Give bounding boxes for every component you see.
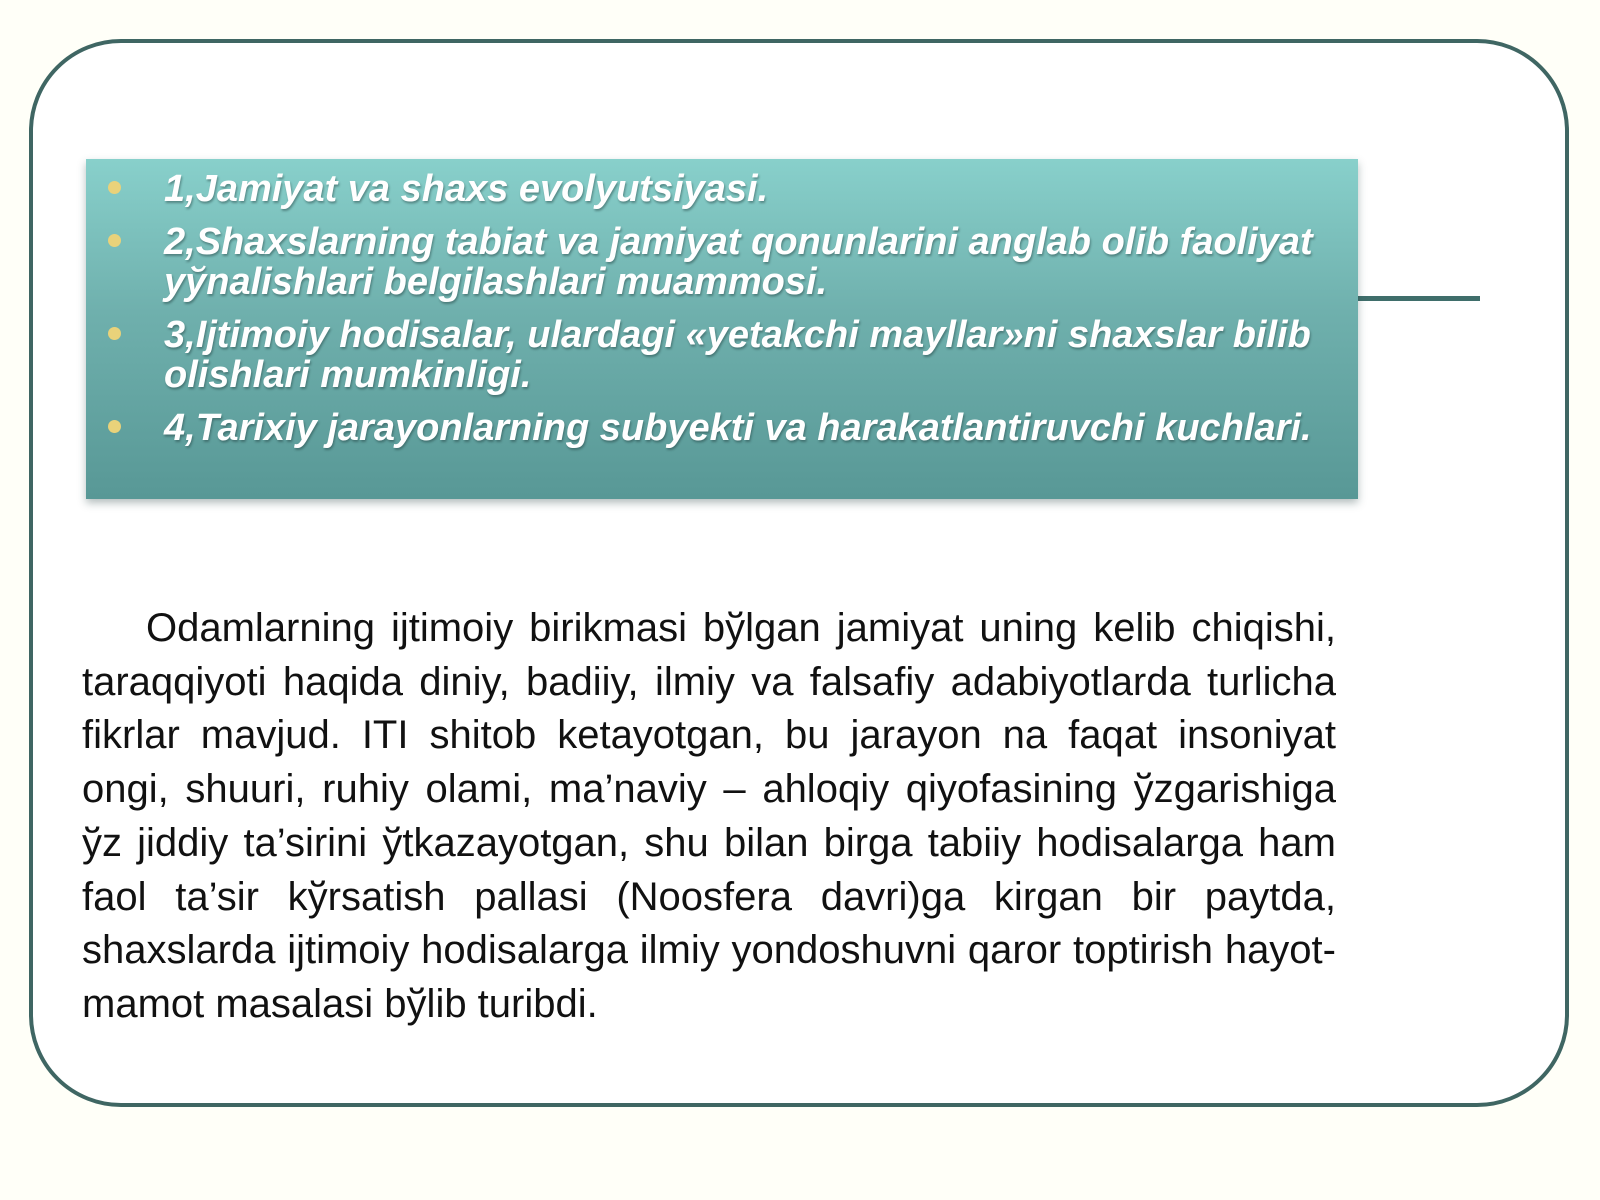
topic-text: 4,Tarixiy jarayonlarning subyekti va harakatlantiruvchi kuchlari. (164, 407, 1312, 449)
bullet-icon (108, 420, 121, 433)
bullet-icon (108, 181, 121, 194)
topic-text: 2,Shaxslarning tabiat va jamiyat qonunlarini anglab olib faoliyat yўnalishlari belgilashlari muammosi. (164, 221, 1313, 303)
topic-item (86, 315, 1338, 395)
topic-text: 3,Ijtimoiy hodisalar, ulardagi «yetakchi mayllar»ni shaxslar bilib olishlari mumkinligi. (164, 314, 1311, 396)
topics-box (86, 159, 1358, 499)
bullet-icon (108, 327, 121, 340)
topic-item (86, 222, 1338, 302)
topic-item (86, 169, 1338, 209)
bullet-icon (108, 234, 121, 247)
topics-list (86, 159, 1358, 448)
topic-text: 1,Jamiyat va shaxs evolyutsiyasi. (164, 168, 769, 210)
body-paragraph: Odamlarning ijtimoiy birikmasi bўlgan jamiyat uning kelib chiqishi, taraqqiyoti haqida diniy, badiiy, ilmiy va falsafiy adabiyotlarda turlicha fikrlar mavjud. ITI shitob ketayotgan, bu jarayon na faqat insoniyat ongi, shuuri, ruhiy olami, ma’naviy – ahloqiy qiyofasining ўzgarishiga ўz jiddiy ta’sirini ўtkazayotgan, shu bilan birga tabiiy hodisalarga ham faol ta’sir kўrsatish pallasi (Noosfera davri)ga kirgan bir paytda, shaxslarda ijtimoiy hodisalarga ilmiy yondoshuvni qaror toptirish hayot-mamot masalasi bўlib turibdi. (82, 606, 1336, 1026)
accent-line (1350, 296, 1480, 301)
topic-item (86, 408, 1338, 448)
